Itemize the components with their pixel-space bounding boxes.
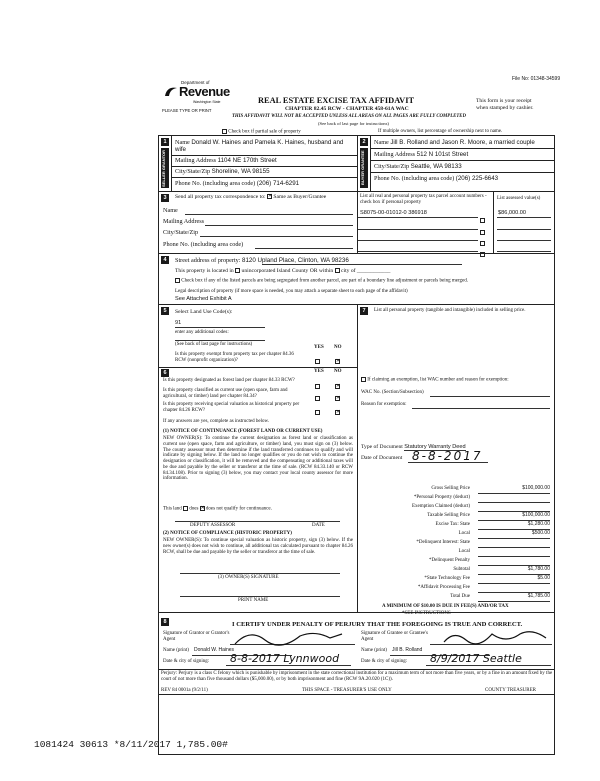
section-5-number: 5 [161, 307, 169, 315]
unincorporated-checkbox[interactable] [235, 268, 240, 273]
grantor-signature-icon [230, 626, 350, 648]
notice2-body: NEW OWNER(S): To continue special valuation as historic property, sign (3) below. If the new owner(s) does not wish to continue, all additional tax calculated pursuant to chapter 84.26 RCW, shall be due and payable by the seller or transferor at the time of sale. [163, 538, 353, 555]
tax-row-label: Subtotal [453, 567, 470, 572]
tax-row [360, 485, 553, 494]
dept-line2: Washington State [193, 100, 221, 104]
doc-type[interactable]: Statutory Warranty Deed [404, 444, 466, 450]
tax-row-label: Local [458, 531, 470, 536]
treasurer-stamp: 1081424 30613 *8/11/2017 1,785.00# [34, 739, 228, 750]
grantee-signature-label: Signature of Grantee or Grantee's Agent [361, 631, 428, 642]
buyer-mailing[interactable]: 512 N 101st Street [416, 151, 469, 158]
doc-type-row: Type of Document Statutory Warranty Deed [361, 444, 466, 450]
tax-city-label: City/State/Zip [163, 229, 199, 236]
section-4-number: 4 [161, 256, 169, 264]
multiple-owners-note: If multiple owners, list percentage of ownership next to name. [378, 129, 503, 134]
minimum-due-note: A MINIMUM OF $10.00 IS DUE IN FEE(S) AND/OR TAX [382, 604, 509, 609]
receipt-note-1: This form is your receipt [476, 98, 532, 104]
tax-row-label: Exemption Claimed (deduct) [411, 504, 470, 509]
no-header-2: NO [334, 369, 342, 374]
historic-yes-checkbox[interactable] [315, 403, 320, 421]
historic-no-checkbox[interactable]: ✕ [336, 409, 341, 415]
seller-name-row: Name Donald W. Haines and Pamela K. Haines, husband and wife [175, 139, 344, 154]
tax-row [360, 512, 553, 521]
yes-header-1: YES [314, 345, 324, 350]
grantor-name[interactable]: Donald W. Haines [194, 647, 235, 653]
tax-row [360, 593, 553, 602]
tax-row-label: Total Due [450, 594, 470, 599]
does-checkbox[interactable] [183, 506, 188, 511]
certify-statement: I CERTIFY UNDER PENALTY OF PERJURY THAT THE FOREGOING IS TRUE AND CORRECT. [232, 621, 523, 628]
receipt-note-2: when stamped by cashier. [476, 105, 534, 111]
forest-no-checkbox[interactable]: ✕ [336, 383, 341, 389]
does-not-checkbox[interactable]: ✕ [200, 506, 205, 511]
section-8-number: 8 [161, 618, 169, 626]
tax-row [360, 584, 553, 593]
segregation-checkbox[interactable] [175, 278, 180, 283]
tax-row-value[interactable]: $500.00 [478, 531, 550, 539]
exemption-row: If claiming an exemption, list WAC number and reason for exemption: [361, 377, 551, 383]
tax-phone-label: Phone No. (including area code) [163, 241, 244, 248]
seller-mailing-row: Mailing Address 1104 NE 170th Street [175, 157, 277, 164]
grantee-signature-icon [440, 626, 552, 648]
seller-side-label: SELLER GRANTOR [161, 148, 169, 188]
assessed-value[interactable]: $86,000.00 [498, 210, 526, 216]
perjury-note: Perjury: Perjury is a class C felony which is punishable by imprisonment in the state correctional institution for a maximum term of not more than five years, or by a fine in an amount fixed by the court of not more than five thousand dollars ($5,000.00), or by both imprisonment and fine (RCW 9A.20.020 (1C)). [161, 671, 553, 682]
yes-header-2: YES [314, 369, 324, 374]
tax-row-label: *Personal Property (deduct) [413, 495, 470, 500]
buyer-name[interactable]: Jill B. Rolland and Jason R. Moore, a married couple [390, 139, 535, 146]
buyer-city[interactable]: Seattle, WA 98133 [410, 163, 462, 170]
tax-row-value[interactable]: $1,785.00 [478, 594, 550, 602]
personal-property-checkbox-4[interactable] [480, 245, 485, 263]
notice1-title: (1) NOTICE OF CONTINUANCE (FOREST LAND OR CURRENT USE) [163, 429, 323, 434]
tax-row-value[interactable] [478, 549, 550, 557]
tax-row [360, 539, 553, 548]
tax-row-value[interactable]: $1,280.00 [478, 522, 550, 530]
buyer-phone-row: Phone No. (including area code) (206) 225-6643 [374, 175, 499, 182]
dept-line1: Department of [181, 80, 210, 85]
forest-question: Is this property designated as forest land per chapter 84.33 RCW? [163, 378, 295, 383]
file-number: File No: 01348-34599 [512, 76, 561, 82]
grantee-name[interactable]: Jill B. Rolland [392, 647, 423, 653]
located-row: This property is located in unincorporated Island County OR within city of ____________ [175, 268, 391, 274]
legal-description[interactable]: See Attached Exhibit A [175, 296, 232, 302]
tax-row-value[interactable] [478, 540, 550, 548]
seller-city-row: City/State/Zip Shoreline, WA 98155 [175, 168, 270, 175]
section-2-number: 2 [360, 138, 368, 146]
tax-row-value[interactable] [478, 504, 550, 512]
not-accepted-line: THIS AFFIDAVIT WILL NOT BE ACCEPTED UNLESS ALL AREAS ON ALL PAGES ARE FULLY COMPLETED [232, 114, 466, 119]
tax-name-label: Name [163, 207, 178, 214]
no-header-1: NO [334, 345, 342, 350]
tax-row [360, 566, 553, 575]
tax-row-value[interactable] [478, 585, 550, 593]
deputy-date-label: DATE [312, 523, 325, 528]
buyer-city-row: City/State/Zip Seattle, WA 98133 [374, 163, 462, 170]
tax-mailing-label: Mailing Address [163, 218, 205, 225]
see-instructions-note: *SEE INSTRUCTIONS [402, 611, 451, 616]
grantee-name-print-label: Name (print) [361, 648, 387, 653]
section-6-number: 6 [161, 369, 169, 377]
grantor-signature-label: Signature of Grantor or Grantor's Agent [163, 631, 230, 642]
tax-row [360, 557, 553, 566]
tax-row [360, 548, 553, 557]
exempt-no-checkbox[interactable]: ✕ [336, 358, 341, 364]
tax-row-label: Excise Tax: State [435, 522, 470, 527]
see-back-line: (See back of last page for instructions) [318, 121, 389, 126]
wac-label: WAC No. (Section/Subsection) [361, 390, 424, 395]
print-name-label: PRINT NAME [238, 598, 269, 603]
grantee-date[interactable]: 8/9/2017 Seattle [430, 652, 522, 665]
owner-signature-label: (3) OWNER(S) SIGNATURE [218, 575, 279, 580]
section-7-number: 7 [360, 307, 368, 315]
dor-logo-swirl-icon [163, 84, 179, 100]
reason-label: Reason for exemption: [361, 402, 407, 407]
notice2-title: (2) NOTICE OF COMPLIANCE (HISTORIC PROPERTY) [163, 531, 292, 536]
tax-row [360, 503, 553, 512]
current-use-question: Is this property classified as current use (open space, farm and agricultural, or timber) land per chapter 84.34? [163, 388, 288, 399]
tax-row-value[interactable]: $100,000.00 [478, 513, 550, 521]
notice1-body: NEW OWNER(S): To continue the current designation as forest land or classification as current use (open space, farm and agriculture, or timber) land, you must sign on (3) below. The county assessor must then determine if the land transferred continues to qualify and will indicate by signing below. If the land no longer qualifies or you do not wish to continue the designation or classification, it will be removed and the compensating or additional taxes will be due and payable by the seller or transferor at the time of sale. (RCW 84.33.140 or RCW 84.34.108). Prior to signing (3) below, you may contact your local county assessor for more information. [163, 436, 353, 482]
tax-row [360, 521, 553, 530]
chapter-line: CHAPTER 82.45 RCW - CHAPTER 458-61A WAC [285, 106, 409, 112]
seller-phone[interactable]: (206) 714-6291 [256, 180, 300, 187]
doc-date-label: Date of Document [361, 455, 403, 461]
grantor-name-print-label: Name (print) [163, 648, 189, 653]
historic-question: Is this property receiving special valuation as historical property per chapter 84.26 RCW? [163, 402, 300, 413]
exempt-question: Is this property exempt from property tax per chapter 84.36 RCW (nonprofit organization)? [175, 352, 294, 363]
tax-row-value[interactable] [478, 495, 550, 503]
land-use-label: Select Land Use Code(s): [175, 309, 233, 315]
tax-row-value[interactable]: $100,000.00 [478, 486, 550, 494]
tax-row-value[interactable] [478, 558, 550, 566]
tax-row [360, 530, 553, 539]
treasurer-space-label: THIS SPACE - TREASURER'S USE ONLY [302, 688, 392, 693]
land-use-code[interactable]: 91 [175, 320, 182, 326]
tax-row-value[interactable]: $5.00 [478, 576, 550, 584]
tax-row-label: Taxable Selling Price [427, 513, 470, 518]
revision-label: REV 84 0001a (9/2/11) [161, 688, 208, 693]
seller-phone-row: Phone No. (including area code) (206) 714-6291 [175, 180, 300, 187]
partial-sale-checkbox[interactable] [222, 129, 227, 134]
dept-logo-text: Revenue [179, 84, 230, 99]
grantee-date-label: Date & city of signing: [361, 659, 408, 664]
tax-row-label: *Delinquent Interest: State [416, 540, 470, 545]
section-3-number: 3 [161, 194, 169, 202]
tax-row [360, 575, 553, 584]
current-use-no-checkbox[interactable]: ✕ [336, 395, 341, 401]
personal-property-label: List all personal property (tangible and intangible) included in selling price. [374, 308, 526, 313]
grantor-date[interactable]: 8-8-2017 Lynnwood [230, 652, 340, 665]
seller-mailing[interactable]: 1104 NE 170th Street [217, 157, 277, 164]
seller-city[interactable]: Shoreline, WA 98155 [211, 168, 270, 175]
parcel-number[interactable]: S8075-00-01012-0 386918 [360, 210, 427, 216]
tax-row-label: *Delinquent Penalty [429, 558, 470, 563]
legal-desc-label: Legal description of property (if more space is needed, you may attach a separate sheet to each page of the affidavit) [175, 289, 408, 294]
tax-row-value[interactable]: $1,780.00 [478, 567, 550, 575]
tax-row-label: *State Technology Fee [424, 576, 470, 581]
city-of-checkbox[interactable] [335, 268, 340, 273]
page-title: REAL ESTATE EXCISE TAX AFFIDAVIT [258, 96, 415, 105]
street-address[interactable]: 8120 Upland Place, Clinton, WA 98236 [242, 257, 349, 264]
county-treasurer-label: COUNTY TREASURER [485, 688, 536, 693]
parcel-header: List all real and personal property tax parcel account numbers - check box if personal property [360, 194, 487, 205]
see-back-land-use: (See back of last page for instructions) [175, 342, 253, 347]
buyer-name-row: Name Jill B. Rolland and Jason R. Moore, a married couple [374, 139, 535, 146]
exemption-checkbox[interactable] [361, 377, 366, 382]
seller-name[interactable]: Donald W. Haines and Pamela K. Haines, husband and wife [175, 139, 344, 154]
assessed-header: List assessed value(s) [497, 196, 541, 201]
deputy-assessor-label: DEPUTY ASSESSOR [190, 523, 236, 528]
buyer-side-label: BUYER GRANTEE [360, 148, 368, 188]
grantor-date-label: Date & city of signing: [163, 659, 210, 664]
tax-row-label: Gross Selling Price [431, 486, 470, 491]
partial-sale-row: Check box if partial sale of property [222, 129, 301, 135]
same-as-buyer-checkbox[interactable]: ✕ [267, 194, 273, 200]
tax-row-label: *Affidavit Processing Fee [417, 585, 470, 590]
segregation-row: Check box if any of the listed parcels are being segregated from another parcel, are part of a boundary line adjustment or parcels being merged. [175, 278, 468, 284]
send-correspondence-row: Send all property tax correspondence to: ✕ Same as Buyer/Grantee [175, 194, 327, 200]
buyer-mailing-row: Mailing Address 512 N 101st Street [374, 151, 469, 158]
tax-row [360, 494, 553, 503]
if-yes-note: If any answers are yes, complete as instructed below. [163, 419, 270, 424]
dor-logo [163, 80, 230, 108]
tax-row-label: Local [458, 549, 470, 554]
additional-codes-label: enter any additional codes: [175, 330, 229, 335]
buyer-phone[interactable]: (206) 225-6643 [455, 175, 499, 182]
section-1-number: 1 [161, 138, 169, 146]
please-type: PLEASE TYPE OR PRINT [162, 108, 212, 113]
doc-date[interactable]: 8-8-2017 [412, 449, 483, 463]
street-address-row: Street address of property: 8120 Upland Place, Clinton, WA 98236 [175, 257, 349, 264]
qualify-row: This land does ✕ does not qualify for continuance. [163, 506, 272, 512]
